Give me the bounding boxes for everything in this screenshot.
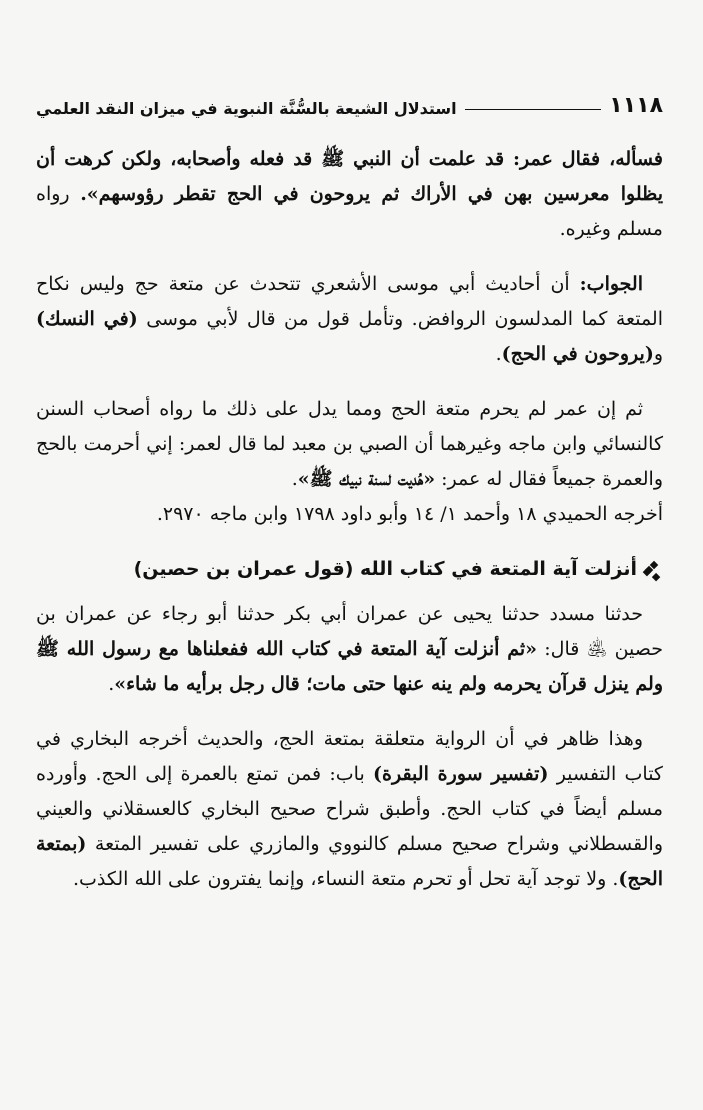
emphasis-text: (تفسير سورة البقرة) xyxy=(373,763,549,785)
page-number: ١١١٨ xyxy=(609,93,663,118)
page-body xyxy=(36,142,663,911)
section-heading xyxy=(36,552,663,587)
page-header xyxy=(36,78,663,118)
answer-label: الجواب: xyxy=(579,273,643,295)
paragraph-3 xyxy=(36,392,663,497)
plain-text: رواه مسلم وغيره. xyxy=(36,183,663,240)
section-heading-text: أنزلت آية المتعة في كتاب الله (قول عمران بن حصين) xyxy=(133,558,637,580)
plain-text: . ولا توجد آية تحل أو تحرم متعة النساء، وإنما يفترون على الله الكذب. xyxy=(72,868,619,890)
quote-text: «ثم أنزلت آية المتعة في كتاب الله ففعلناها مع رسول الله ﷺ ولم ينزل قرآن يحرمه ولم ينه عنها حتى مات؛ قال رجل برأيه ما شاء» xyxy=(36,638,663,695)
header-rule xyxy=(465,108,602,110)
plain-text: وهذا ظاهر في أن الرواية متعلقة بمتعة الحج، والحديث أخرجه البخاري في كتاب التفسير xyxy=(36,728,663,785)
quote-text: «هُديت لسنة نبيك ﷺ» xyxy=(297,468,436,490)
plain-text: ثم إن عمر لم يحرم متعة الحج ومما يدل على ذلك ما رواه أصحاب السنن كالنسائي وابن ماجه وغيرهما أن الصبي بن معبد لما قال لعمر: إني أحرمت بالحج والعمرة جميعاً فقال له عمر: xyxy=(36,398,663,490)
paragraph-4 xyxy=(36,597,663,702)
plain-text: و xyxy=(653,343,663,365)
diamond-bullet-icon xyxy=(645,561,663,579)
plain-text: حدثنا مسدد حدثنا يحيى عن عمران أبي بكر حدثنا أبو رجاء عن عمران بن حصين ﵁ قال: xyxy=(36,603,663,660)
paragraph-answer xyxy=(36,267,663,372)
quote-text: فسأله، فقال عمر: قد علمت أن النبي ﷺ قد فعله وأصحابه، ولكن كرهت أن يظلوا معرسين بهن في الأراك ثم يروحون في الحج تقطر رؤوسهم». xyxy=(36,148,663,205)
paragraph-1 xyxy=(36,142,663,247)
citation: أخرجه الحميدي ١٨ وأحمد ١/ ١٤ وأبو داود ١٧٩٨ وابن ماجه ٢٩٧٠. xyxy=(156,503,663,525)
emphasis-text: (يروحون في الحج) xyxy=(501,343,654,365)
paragraph-5 xyxy=(36,722,663,897)
plain-text: . xyxy=(108,673,115,695)
plain-text: أن أحاديث أبي موسى الأشعري تتحدث عن متعة حج وليس نكاح المتعة كما المدلسون الروافض. وتأمل قول من قال لأبي موسى xyxy=(36,273,664,330)
running-title: استدلال الشيعة بالسُّنَّة النبوية في ميزان النقد العلمي xyxy=(36,99,457,118)
emphasis-text: (بمتعة الحج) xyxy=(36,833,663,890)
plain-text: باب: فمن تمتع بالعمرة إلى الحج. وأورده مسلم أيضاً في كتاب الحج. وأطبق شراح صحيح البخاري كالعسقلاني والعيني والقسطلاني وشراح صحيح مسلم كالنووي والمازري على تفسير المتعة xyxy=(36,763,663,855)
emphasis-text: (في النسك) xyxy=(36,308,138,330)
plain-text: . xyxy=(495,343,502,365)
plain-text: . xyxy=(291,468,298,490)
